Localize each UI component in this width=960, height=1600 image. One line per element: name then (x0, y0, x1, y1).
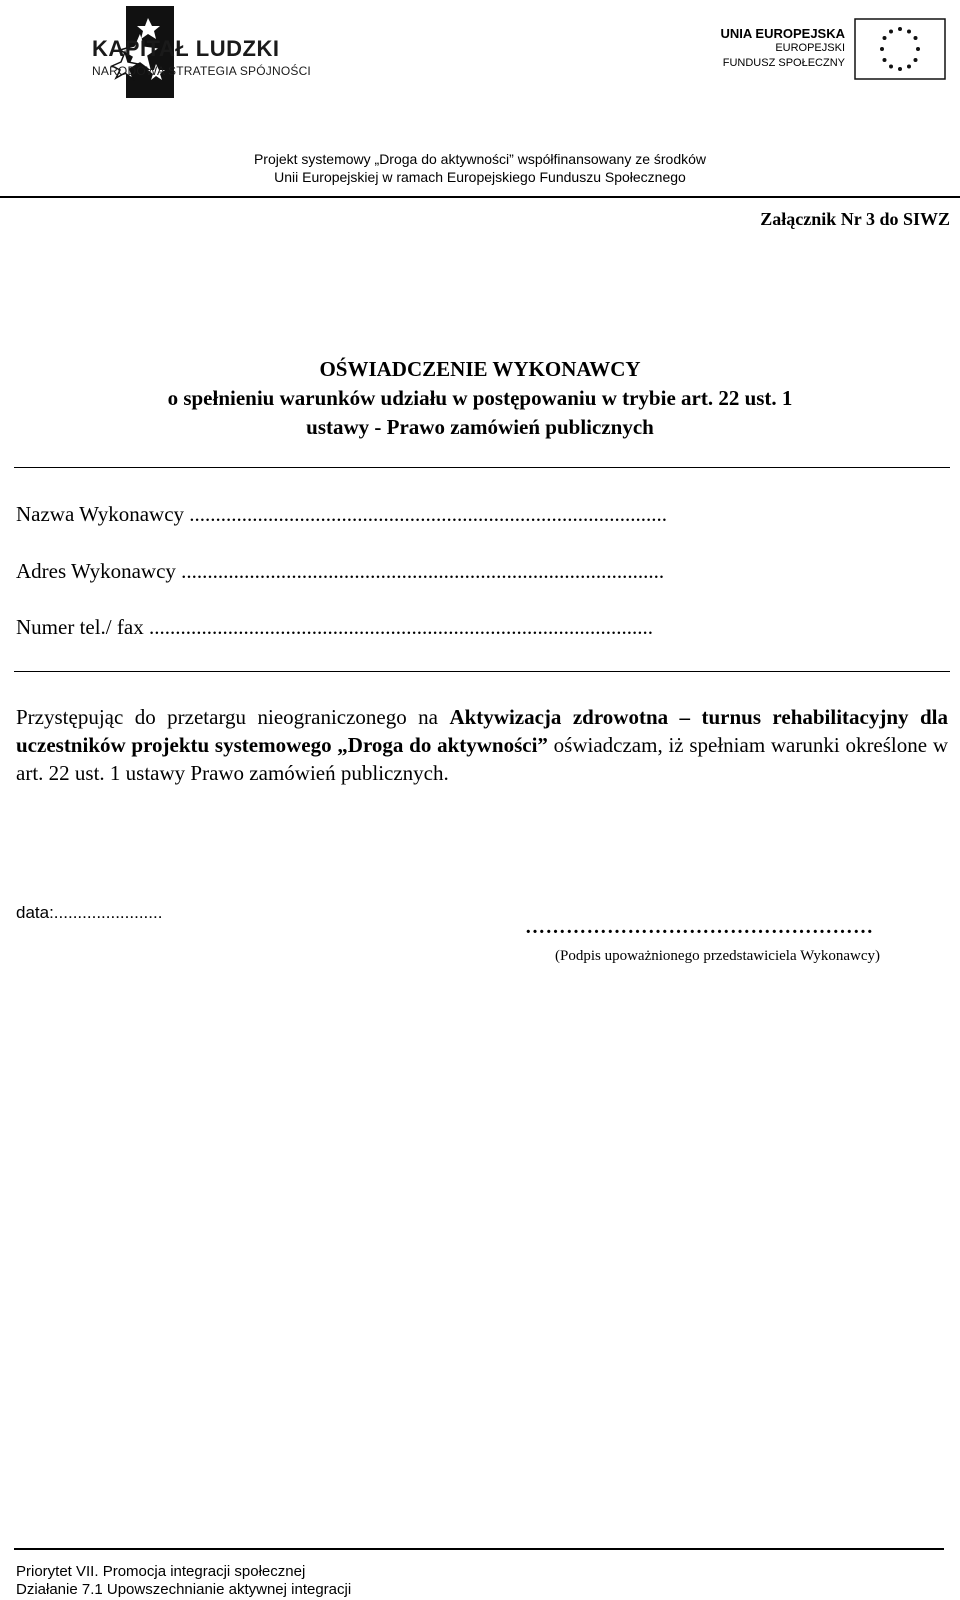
project-header (0, 150, 960, 186)
date-field: data:....................... (16, 903, 163, 922)
title-line3: ustawy - Prawo zamówień publicznych (306, 415, 654, 439)
contractor-phone-field: Numer tel./ fax ................................................................................................ (16, 615, 653, 639)
signature-line: …………………………………………… (525, 916, 874, 938)
title-divider (14, 467, 950, 468)
attachment-label: Załącznik Nr 3 do SIWZ (760, 209, 950, 229)
footer-line2: Działanie 7.1 Upowszechnianie aktywnej integracji (16, 1581, 352, 1598)
statement-part1: Przystępując do przetargu nieograniczonego na (16, 705, 450, 729)
statement-paragraph (16, 703, 948, 787)
statement-subject: Aktywizacja zdrowotna – turnus rehabilitacyjny dla uczestników projektu systemowego „Droga do aktywności” (16, 705, 948, 757)
document-title (0, 355, 960, 442)
eu-line1: UNIA EUROPEJSKA (720, 26, 845, 41)
statement-part2: oświadczam, iż spełniam warunki określone w art. 22 ust. 1 ustawy Prawo zamówień publicznych. (16, 733, 948, 785)
footer (16, 1563, 351, 1599)
footer-line1: Priorytet VII. Promocja integracji społecznej (16, 1563, 306, 1580)
title-line2: o spełnieniu warunków udziału w postępowaniu w trybie art. 22 ust. 1 (167, 386, 793, 410)
footer-divider (14, 1548, 944, 1550)
project-line1: Projekt systemowy „Droga do aktywności” współfinansowany ze środków (253, 151, 707, 167)
contractor-name-field: Nazwa Wykonawcy ........................................................................................... (16, 502, 668, 526)
title-line1: OŚWIADCZENIE WYKONAWCY (319, 357, 641, 381)
kapital-ludzki-subtitle: NARODOWA STRATEGIA SPÓJNOŚCI (92, 64, 311, 78)
eu-flag-icon (854, 18, 946, 80)
contractor-address-field: Adres Wykonawcy ............................................................................................ (16, 559, 665, 583)
fields-divider (14, 671, 950, 672)
header-divider (0, 196, 960, 198)
kapital-ludzki-title: KAPITAŁ LUDZKI (92, 36, 280, 61)
eu-line3: FUNDUSZ SPOŁECZNY (722, 57, 845, 69)
eu-line2: EUROPEJSKI (775, 42, 845, 54)
project-line2: Unii Europejskiej w ramach Europejskiego Funduszu Społecznego (274, 169, 686, 185)
eu-logo-text (721, 26, 845, 71)
signature-caption: (Podpis upoważnionego przedstawiciela Wykonawcy) (555, 948, 880, 964)
